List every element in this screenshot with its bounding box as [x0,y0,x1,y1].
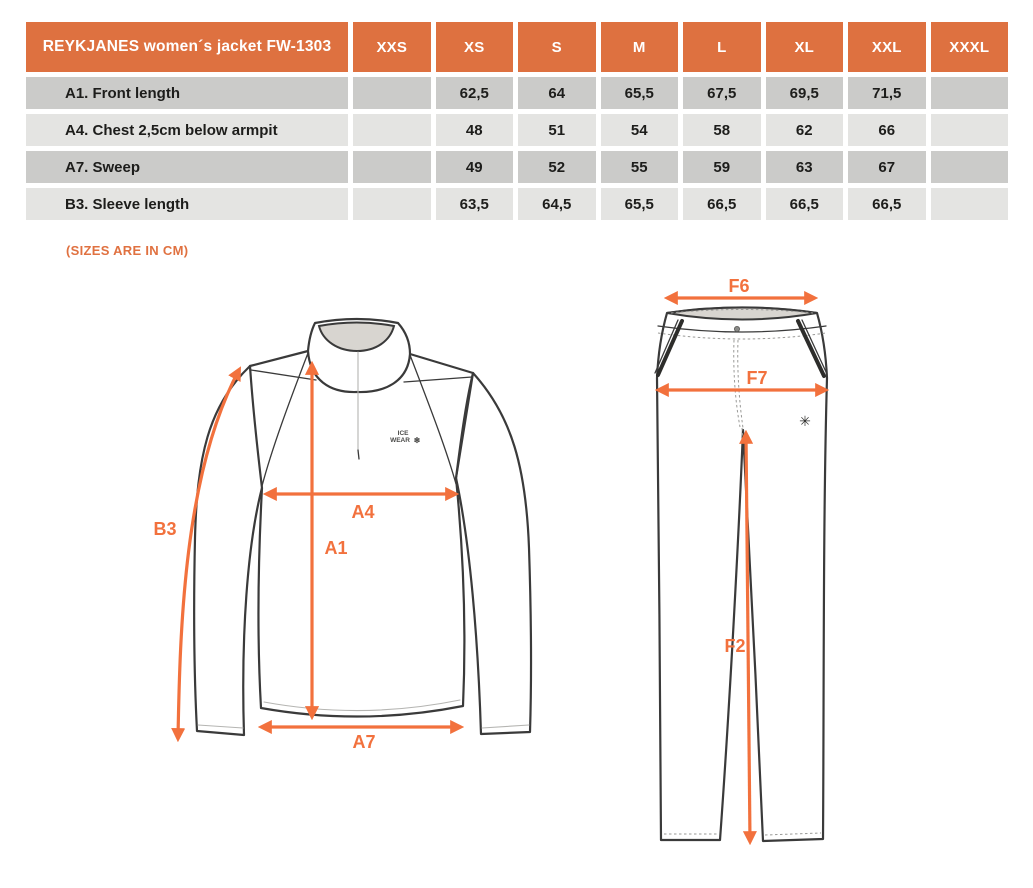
row-label-a4: A4. Chest 2,5cm below armpit [26,114,348,146]
value-cell: 62 [766,114,844,146]
value-cell: 66,5 [766,188,844,220]
value-cell: 62,5 [436,77,514,109]
row-label-b3: B3. Sleeve length [26,188,348,220]
value-cell: 48 [436,114,514,146]
row-label-a1: A1. Front length [26,77,348,109]
value-cell [931,77,1009,109]
sizes-in-cm-note: (SIZES ARE IN CM) [66,243,189,258]
value-cell [931,188,1009,220]
value-cell: 66 [848,114,926,146]
value-cell: 66,5 [848,188,926,220]
value-cell [353,114,431,146]
value-cell: 59 [683,151,761,183]
pants-body [657,308,827,842]
measure-label-a1: A1 [324,538,348,558]
value-cell: 63,5 [436,188,514,220]
measure-label-f7: F7 [746,368,768,388]
jacket-body [250,351,473,717]
value-cell: 65,5 [601,188,679,220]
value-cell [931,114,1009,146]
value-cell: 54 [601,114,679,146]
value-cell: 63 [766,151,844,183]
size-column-header-xxs: XXS [353,22,431,72]
pants-snowflake-icon: ✳ [799,413,811,429]
value-cell [353,151,431,183]
table-title: REYKJANES women´s jacket FW-1303 [26,22,348,72]
jacket-front-technical-drawing [140,308,550,763]
size-column-header-m: M [601,22,679,72]
size-chart-table [26,22,1008,220]
value-cell: 64 [518,77,596,109]
value-cell: 49 [436,151,514,183]
size-column-header-xxxl: XXXL [931,22,1009,72]
pants-button [734,326,739,331]
value-cell: 51 [518,114,596,146]
row-label-a7: A7. Sweep [26,151,348,183]
value-cell [353,188,431,220]
value-cell: 58 [683,114,761,146]
value-cell: 66,5 [683,188,761,220]
value-cell: 71,5 [848,77,926,109]
size-column-header-xl: XL [766,22,844,72]
measure-label-a4: A4 [351,502,375,522]
value-cell [353,77,431,109]
size-column-header-s: S [518,22,596,72]
brand-logo: ICE WEAR [390,430,410,444]
measure-label-b3: B3 [153,519,177,539]
jacket-left-sleeve [194,366,263,735]
size-column-header-l: L [683,22,761,72]
jacket-right-sleeve [456,373,531,734]
value-cell: 55 [601,151,679,183]
value-cell: 67,5 [683,77,761,109]
value-cell: 65,5 [601,77,679,109]
measure-label-f2: F2 [724,636,746,656]
value-cell [931,151,1009,183]
value-cell: 52 [518,151,596,183]
measure-label-f6: F6 [728,278,750,296]
size-column-header-xs: XS [436,22,514,72]
measure-label-a7: A7 [352,732,376,752]
size-column-header-xxl: XXL [848,22,926,72]
pants-front-technical-drawing [640,278,840,863]
value-cell: 64,5 [518,188,596,220]
brand-snowflake-icon: ❄ [413,436,421,445]
value-cell: 69,5 [766,77,844,109]
value-cell: 67 [848,151,926,183]
